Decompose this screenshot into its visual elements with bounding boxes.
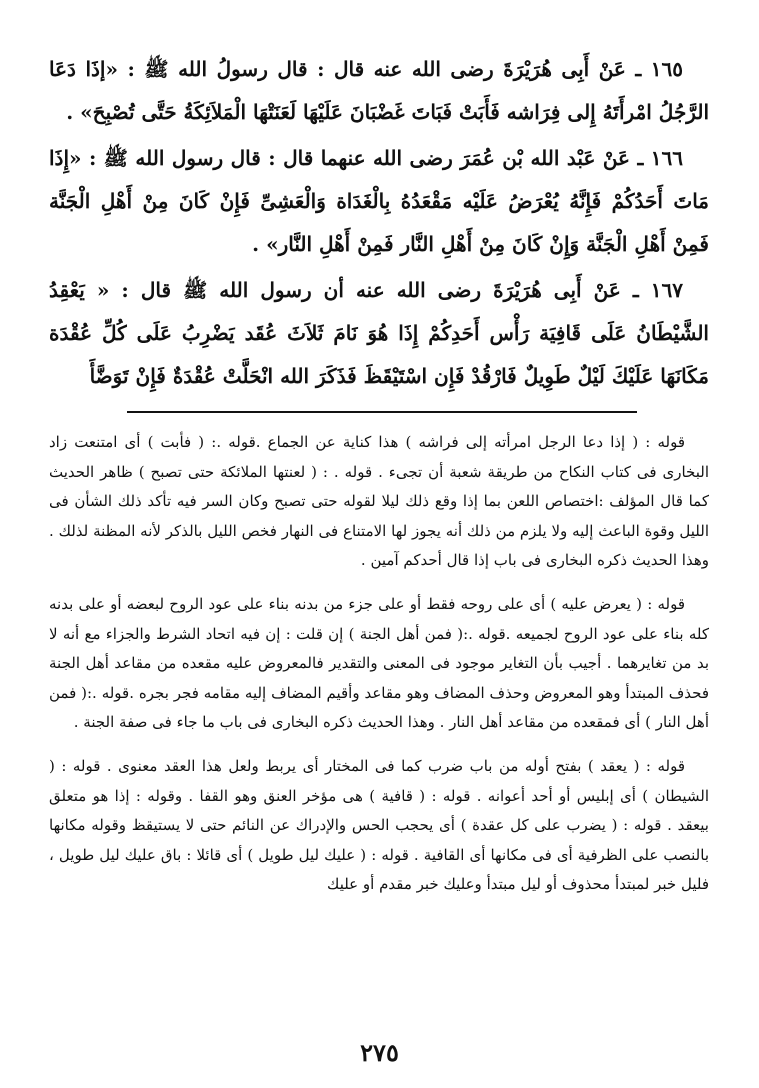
footnote-separator xyxy=(127,411,637,413)
commentary-paragraph-167: قوله : ( يعقد ) بفتح أوله من باب ضرب كما فى المختار أى يربط ولعل هذا العقد معنوى . قوله : ( الشيطان ) أى إبليس أو أحد أعوانه . قوله : ( قافية ) هى مؤخر العنق وهو القفا . وقوله : إذا هو متعلق بيعقد . قوله : ( يضرب على كل عقدة ) أى يحجب الحس والإدراك عن النائم حتى لا يستيقظ وقوله مكانها بالنصب على الظرفية أى فى مكانها أى القافية . قوله : ( عليك ليل طويل ) أى قائلا : باق عليك ليل طويل ، فليل خبر لمبتدأ محذوف أو ليل مبتدأ وعليك خبر مقدم أو عليك xyxy=(49,756,709,894)
page-number: ٢٧٥ xyxy=(360,1038,399,1067)
commentary-paragraph-165: قوله : ( إذا دعا الرجل امرأته إلى فراشه ) هذا كناية عن الجماع .قوله .: ( فأبت ) أى امتنعت زاد البخارى فى كتاب النكاح من طريقة شعبة أن تجىء . قوله . : ( لعنتها الملائكة حتى تصبح ) ظاهر الحديث كما قال المؤلف :اختصاص اللعن بما إذا وقع ذلك ليلا لقوله حتى تصبح وكان السر فيه تأكد ذلك الشأن فى الليل وقوة الباعث إليه ولا يلزم من ذلك أنه يجوز لها الامتناع فى النهار فخص الليل بالذكر لأنه المظنة لذلك . وهذا الحديث ذكره البخارى فى باب إذا قال أحدكم آمين . xyxy=(49,433,709,570)
hadith-167: ١٦٧ ـ عَنْ أَبِى هُرَيْرَةَ رضى الله عنه أن رسول الله ﷺ قال : « يَعْقِدُ الشَّيْطَانُ عَلَى قَافِيَة رَأْس أَحَدِكُمْ إِذَا هُوَ نَامَ ثَلاَثَ عُقَد يَضْرِبُ عَلَى كُلِّ عُقْدَة مَكَانَهَا عَلَيْكَ لَيْلٌ طَوِيلٌ فَارْقُدْ فَإِن اسْتَيْقَظَ فَذَكَرَ الله انْحَلَّتْ عُقْدَةٌ فَإِنْ تَوَضَّأَ xyxy=(49,278,709,388)
commentary-paragraph-166: قوله : ( يعرض عليه ) أى على روحه فقط أو على جزء من بدنه بناء على عود الروح لبعضه أو على بدنه كله بناء على عود الروح لجميعه .قوله .:( فمن أهل الجنة ) إن قلت : إن فيه اتحاد الشرط والجزاء مع أنه لا بد من تغايرهما . أجيب بأن التغاير موجود فى المعنى والتقدير فالمعروض عليه مقعده من مقاعد أهل الجنة فحذف المبتدأ وهو المعروض وحذف المضاف وهو مقاعد وأقيم المضاف إليه مقامه فجر بجره .قوله .:( فمن أهل النار ) أى فمقعده من مقاعد أهل النار . وهذا الحديث ذكره البخارى فى باب ما جاء فى صفة الجنة . xyxy=(49,594,709,732)
hadith-text-section xyxy=(49,48,709,401)
hadith-165: ١٦٥ ـ عَنْ أَبِى هُرَيْرَةَ رضى الله عنه قال : قال رسولُ الله ﷺ : «إذَا دَعَا الرَّجُلُ امْرأَتَهُ إِلى فِرَاشه فَأَبَتْ فَبَاتَ غَضْبَانَ عَلَيْهَا لَعَنَتْهَا الْمَلاَئِكَةُ حَتَّى تُصْبِحَ» . xyxy=(49,57,709,124)
hadith-166: ١٦٦ ـ عَنْ عَبْد الله بْن عُمَرَ رضى الله عنهما قال : قال رسول الله ﷺ : «إِذَا مَاتَ أَحَدُكُمْ فَإِنَّهُ يُعْرَضُ عَلَيْه مَقْعَدُهُ بِالْغَدَاة وَالْعَشِىِّ فَإِنْ كَانَ مِنْ أَهْلِ الْجَنَّة فَمِنْ أَهْلِ الْجَنَّة وَإِنْ كَانَ مِنْ أَهْلِ النَّار فَمِنْ أَهْلِ النَّار» . xyxy=(49,146,709,256)
commentary-section xyxy=(49,428,709,914)
